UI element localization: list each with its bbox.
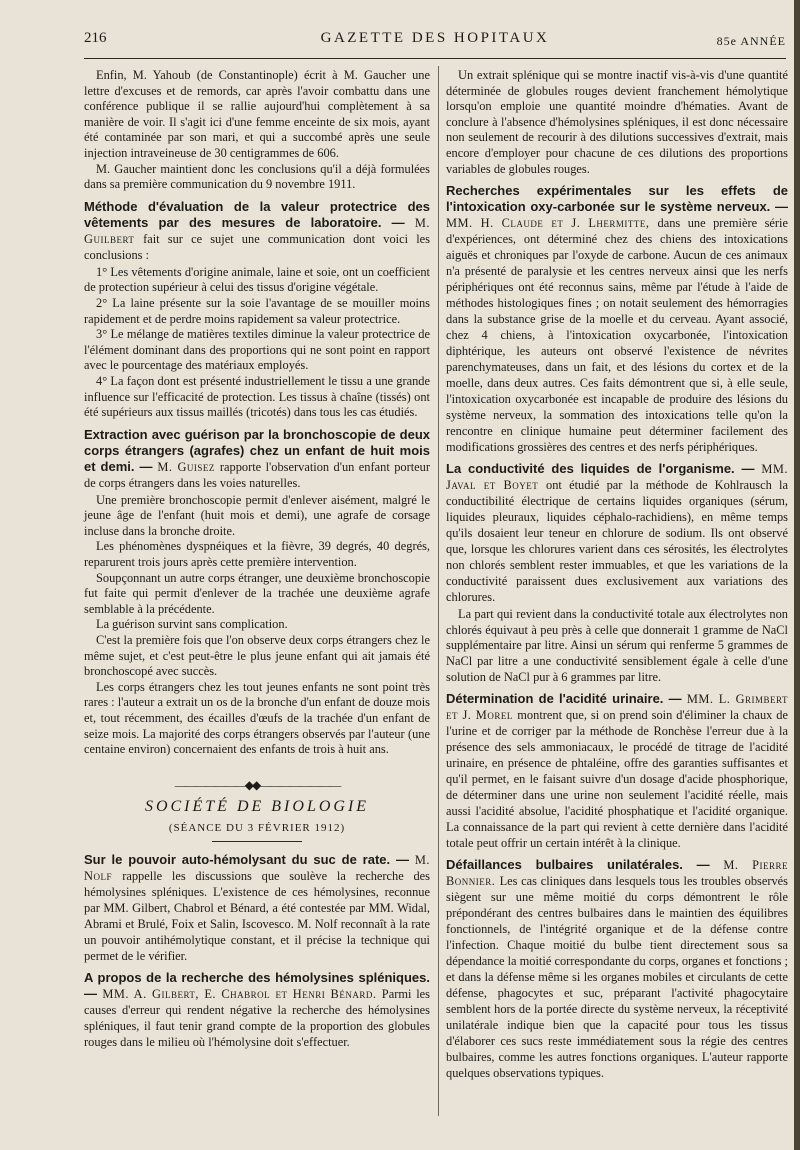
section-title: Extraction avec guérison par la bronchoscopie de deux corps étrangers (agrafes) chez un enfant de huit mois et demi. <box>84 426 430 474</box>
section-heading: Extraction avec guérison par la bronchoscopie de deux corps étrangers (agrafes) chez un enfant de huit mois et demi. — M. Guisez rapporte l'observation d'un enfant porteur de corps étrangers dans les voies naturelles. <box>84 426 430 490</box>
section-title: Défaillances bulbaires unilatérales. <box>446 857 683 873</box>
section-lead: ont étudié par la méthode de Kohlrausch la conductibilité électrique de certains liquides organiques (sérum, liquides pleuraux, liquides céphalo-rachidiens), en même temps qu'ils dosaient leur teneur en chlorure de sodium. Ils ont observé que, lorsque les chlorures varient dans ces sérosités, les électrolytes non chlorés semblent rester immuables, et que les variations de la conductivité paraissent dues exclusivement aux variations des chlorures. <box>446 478 788 605</box>
section-lead: dans une première série d'expériences, ont déterminé chez des chiens des intoxications aiguës et chroniques par l'oxyde de carbone. Aucun de ces animaux n'a présenté de paralysie et les centres nerveux ainsi que les nerfs périphériques ont été reconnus sains, même par l'étude à l'aide de méthodes histologiques fines ; on notait seulement des hémorragies dans la substance grise de la moelle et du cerveau. Ayant associé, chez 4 chiens, à l'intoxication oxycarbonée, l'intoxication diphtérique, les auteurs ont observé l'existence de névrites parenchymateuses, dans un fait, et des lésions du cortex et de la moelle, dans deux autres. Ces faits démontrent que si, à elle seule, l'intoxication oxycarbonée est incapable de produire des lésions du système nerveux, la sommation des intoxications telle qu'on la rencontre en clinique humaine peut déterminer facilement des modifications grossières des centres et des nerfs périphériques. <box>446 216 788 455</box>
page-edge <box>794 0 800 1150</box>
conclusion-item: 1° Les vêtements d'origine animale, laine et soie, ont un coefficient de protection supérieur à celui des tissus d'origine végétale. <box>84 264 430 295</box>
section-author: MM. Javal et Boyet <box>446 462 788 493</box>
section-lead: fait sur ce sujet une communication dont voici les conclusions : <box>84 231 430 262</box>
section-title: Sur le pouvoir auto-hémolysant du suc de rate. <box>84 851 391 867</box>
section-heading: Défaillances bulbaires unilatérales. — M. Pierre Bonnier. Les cas cliniques dans lesquels tous les troubles observés siègent sur une même moitié du corps démontrent le rôle prépondérant des centres bulbaires dans le maintien des équilibres fonctionnels, de l'intégrité organique et de la défense contre l'infection. Chaque moitié du bulbe tient directement sous sa dépendance la moitié correspondante du corps, organes et fonctions ; et dans la défense même si les organes mobiles et circulants de cette défense, phagocytes et suc, préparant l'activité phagocytaire semblent hors de la portée directe du système nerveux, la réceptivité unilatérale indique bien que la capacité pour tous les tissus d'élaborer ces sucs reste immédiatement sous la régie des centres bulbaires, comme les autres fonctions organiques. L'auteur rapporte quelques observations typiques. <box>446 857 788 1081</box>
paragraph: Les corps étrangers chez les tout jeunes enfants ne sont point très rares : l'auteur a extrait un os de la bronche d'un enfant de douze mois et, tout récemment, des écailles d'œufs de la trachée d'un enfant de seize mois. La majorité des corps étrangers observés par l'auteur (une centaine environ) concernaient des enfants de trois à huit ans. <box>84 679 430 757</box>
paragraph: Un extrait splénique qui se montre inactif vis-à-vis d'une quantité déterminée de globules rouges devient franchement hémolytique lorsqu'on emploie une quantité moindre d'hématies. Avant de conclure à l'absence d'hémolysines spléniques, il est donc nécessaire non seulement de recourir à des dilutions successives d'extrait, mais encore d'employer pour chacune de ces dilutions des proportions variables de globules rouges. <box>446 68 788 176</box>
page-number: 216 <box>84 30 107 46</box>
short-rule <box>212 841 302 842</box>
paragraph: Enfin, M. Yahoub (de Constantinople) écrit à M. Gaucher une lettre d'excuses et de remords, car après l'avoir combattu dans une conférence publique il se rallie aujourd'hui complètement à sa manière de voir. Il s'agit ici d'une femme enceinte de six mois, ayant été contaminée par son mari, et qui a succombé après une seule injection intraveineuse de 30 centigrammes de 606. <box>84 68 430 160</box>
right-column <box>446 68 788 1083</box>
paragraph: C'est la première fois que l'on observe deux corps étrangers chez le même sujet, et c'est peut-être le plus jeune enfant qui ait jamais été bronchoscopé avec succès. <box>84 633 430 679</box>
section-lead: Les cas cliniques dans lesquels tous les troubles observés siègent sur une même moitié du corps démontrent le rôle prépondérant des centres bulbaires dans le maintien des équilibres fonctionnels, de l'intégrité organique et de la défense contre l'infection. Chaque moitié du bulbe tient directement sous sa dépendance la moitié correspondante du corps, organes et fonctions ; et dans la défense même si les organes mobiles et circulants de cette défense, phagocytes et suc, préparant l'activité phagocytaire semblent hors de la portée directe du système nerveux, la réceptivité unilatérale indique bien que la capacité pour tous les tissus d'élaborer ces sucs reste immédiatement sous la régie des centres bulbaires, comme les autres fonctions organiques. L'auteur rapporte quelques observations typiques. <box>446 874 788 1081</box>
section-heading: Détermination de l'acidité urinaire. — MM. L. Grimbert et J. Morel montrent que, si on prend soin d'éliminer la chaux de l'urine et de corriger par la méthode de Ronchèse l'erreur due à la présence des sels ammoniacaux, le procédé de titrage de l'acidité urinaire, en présence de phtaléine, offre des garanties suffisantes et qu'il permet, en le faisant suivre d'un dosage d'acide phosphorique, de déterminer dans une urine non seulement l'acidité réelle, mais aussi l'acidité absolue, l'acidité phosphatique et l'acidité organique. La connaissance de la part qui revient à cette dernière dans l'acidité totale peut offrir un certain intérêt à la clinique. <box>446 691 788 851</box>
paragraph: La guérison survint sans complication. <box>96 617 288 632</box>
section-title: Détermination de l'acidité urinaire. <box>446 691 664 707</box>
section-heading: Méthode d'évaluation de la valeur protectrice des vêtements par des mesures de laboratoire. — M. Guilbert fait sur ce sujet une communication dont voici les conclusions : <box>84 198 430 262</box>
paragraph: Les phénomènes dyspnéiques et la fièvre, 39 degrés, 40 degrés, reparurent trois jours après cette première intervention. <box>84 539 430 570</box>
session-heading: (SÉANCE DU 3 FÉVRIER 1912) <box>168 821 346 834</box>
section-author: M. Guisez <box>157 459 215 474</box>
section-title: Méthode d'évaluation de la valeur protectrice des vêtements par des mesures de laboratoire. <box>84 198 430 230</box>
section-author: MM. L. Grimbert et J. Morel <box>446 692 788 723</box>
paragraph: La part qui revient dans la conductivité totale aux électrolytes non chlorés équivaut à peu près à celle que donnerait 1 gramme de NaCl supplémentaire par litre. Ainsi un sérum qui renferme 5 grammes de NaCl par litre a une conductivité sensiblement égale à celle d'une solution de NaCl pur à 6 grammes par litre. <box>446 607 788 684</box>
section-title: Recherches expérimentales sur les effets de l'intoxication oxy-carbonée sur le système nerveux. <box>446 183 788 215</box>
year-label: 85e ANNÉE <box>716 34 786 48</box>
section-heading: Recherches expérimentales sur les effets de l'intoxication oxy-carbonée sur le système nerveux. — MM. H. Claude et J. Lhermitte, dans une première série d'expériences, ont déterminé chez des chiens des intoxications aiguës et chroniques par l'oxyde de carbone. Aucun de ces animaux n'a présenté de paralysie et les centres nerveux ainsi que les nerfs périphériques ont été reconnus sains, même par l'étude à l'aide de méthodes histologiques fines ; on notait seulement des hémorragies dans la substance grise de la moelle et du cerveau. Ayant associé, chez 4 chiens, à l'intoxication oxycarbonée, l'intoxication diphtérique, les auteurs ont observé l'existence de névrites parenchymateuses, dans un fait, et des lésions du cortex et de la moelle, dans deux autres. Ces faits démontrent que si, à elle seule, l'intoxication oxycarbonée est incapable de produire des lésions du système nerveux, la sommation des intoxications telle qu'on la rencontre en clinique humaine peut déterminer facilement des modifications grossières des centres et des nerfs périphériques. <box>446 183 788 455</box>
conclusion-item: 4° La façon dont est présenté industriellement le tissu a une grande influence sur l'efficacité de protection. Les tissus à chaîne (tissés) ont été supérieurs aux tissus maillés (tricotés) dans tous les cas étudiés. <box>84 373 430 420</box>
section-lead: rapporte l'observation d'un enfant porteur de corps étrangers dans les voies naturelles. <box>84 459 430 490</box>
section-lead: rappelle les discussions que soulève la recherche des hémolysines spléniques. L'existence de ces hémolysines, reconnue par MM. Gilbert, Chabrol et Bénard, a été contestée par MM. Widal, Abrami et Brulé, Foix et Salin, Iscovesco. M. Nolf reconnaît à la rate un pouvoir antihémolytique constant, et il précise la technique qui permet de le vérifier. <box>84 868 430 963</box>
section-author: M. Guilbert <box>84 215 430 246</box>
section-author: MM. H. Claude et J. Lhermitte, <box>446 216 650 231</box>
page-header <box>84 26 786 50</box>
conclusion-item: 2° La laine présente sur la soie l'avantage de se mouiller moins rapidement et de perdre moins rapidement sa valeur protectrice. <box>84 295 430 326</box>
section-heading: Sur le pouvoir auto-hémolysant du suc de rate. — M. Nolf rappelle les discussions que soulève la recherche des hémolysines spléniques. L'existence de ces hémolysines, reconnue par MM. Gilbert, Chabrol et Bénard, a été contestée par MM. Widal, Abrami et Brulé, Foix et Salin, Iscovesco. M. Nolf reconnaît à la rate un pouvoir antihémolytique constant, et il précise la technique qui permet de le vérifier. <box>84 851 430 963</box>
section-heading: A propos de la recherche des hémolysines spléniques. — MM. A. Gilbert, E. Chabrol et Henri Bénard. Parmi les causes d'erreur qui rendent négative la recherche des hémolysines spléniques, il faut tenir grand compte de la proportion des globules rouges dans le milieu où l'hémolysine doit s'effectuer. <box>84 969 430 1049</box>
left-column <box>84 68 430 1052</box>
header-rule <box>84 58 786 59</box>
section-lead: montrent que, si on prend soin d'éliminer la chaux de l'urine et de corriger par la méthode de Ronchèse l'erreur due à la présence des sels ammoniacaux, le procédé de titrage de l'acidité urinaire, en présence de phtaléine, offre des garanties suffisantes et qu'il permet, en le faisant suivre d'un dosage d'acide phosphorique, de déterminer dans une urine non seulement l'acidité réelle, mais aussi l'acidité absolue, l'acidité phosphatique et l'acidité organique. La connaissance de la part qui revient à cette dernière dans l'acidité totale peut offrir un certain intérêt à la clinique. <box>446 708 788 851</box>
section-title: La conductivité des liquides de l'organisme. <box>446 461 735 477</box>
section-author: M. Pierre Bonnier. <box>446 858 788 889</box>
paragraph: M. Gaucher maintient donc les conclusions qu'il a déjà formulées dans sa première communication du 9 novembre 1911. <box>84 161 430 192</box>
section-author: MM. A. Gilbert, E. Chabrol et Henri Bénard. <box>102 986 377 1001</box>
section-lead: Parmi les causes d'erreur qui rendent négative la recherche des hémolysines spléniques, il faut tenir grand compte de la proportion des globules rouges dans le milieu où l'hémolysine doit s'effectuer. <box>84 986 430 1049</box>
paragraph: Une première bronchoscopie permit d'enlever aisément, malgré le jeune âge de l'enfant (huit mois et demi), une agrafe de corsage incluse dans la bronche droite. <box>84 492 430 538</box>
paragraph: Soupçonnant un autre corps étranger, une deuxième bronchoscopie fut faite qui permit d'enlever de la trachée une deuxième agrafe semblable à la précédente. <box>84 570 430 616</box>
section-heading: La conductivité des liquides de l'organisme. — MM. Javal et Boyet ont étudié par la méthode de Kohlrausch la conductibilité électrique de certains liquides organiques (sérum, liquides pleuraux, liquides céphalo-rachidiens), en même temps qu'ils dosaient leur teneur en chlorure de sodium. Ils ont observé que, lorsque les chlorures varient dans ces sérosités, les électrolytes non chlorés semblent rester immuables, et que les variations de la conductivité paraissent dues exclusivement aux variations des chlorures. <box>446 461 788 605</box>
section-author: M. Nolf <box>84 852 430 883</box>
section-title: A propos de la recherche des hémolysines spléniques. <box>84 969 430 985</box>
column-separator <box>438 66 439 1116</box>
ornament-divider: ———————◆◆———————— <box>174 777 340 792</box>
journal-title: GAZETTE DES HOPITAUX <box>320 30 550 46</box>
conclusion-item: 3° Le mélange de matières textiles diminue la valeur protectrice de l'élément dominant dans des proportions qui ne sont point en rapport avec le pourcentage des matériaux employés. <box>84 327 430 373</box>
society-heading: SOCIÉTÉ DE BIOLOGIE <box>144 798 370 816</box>
